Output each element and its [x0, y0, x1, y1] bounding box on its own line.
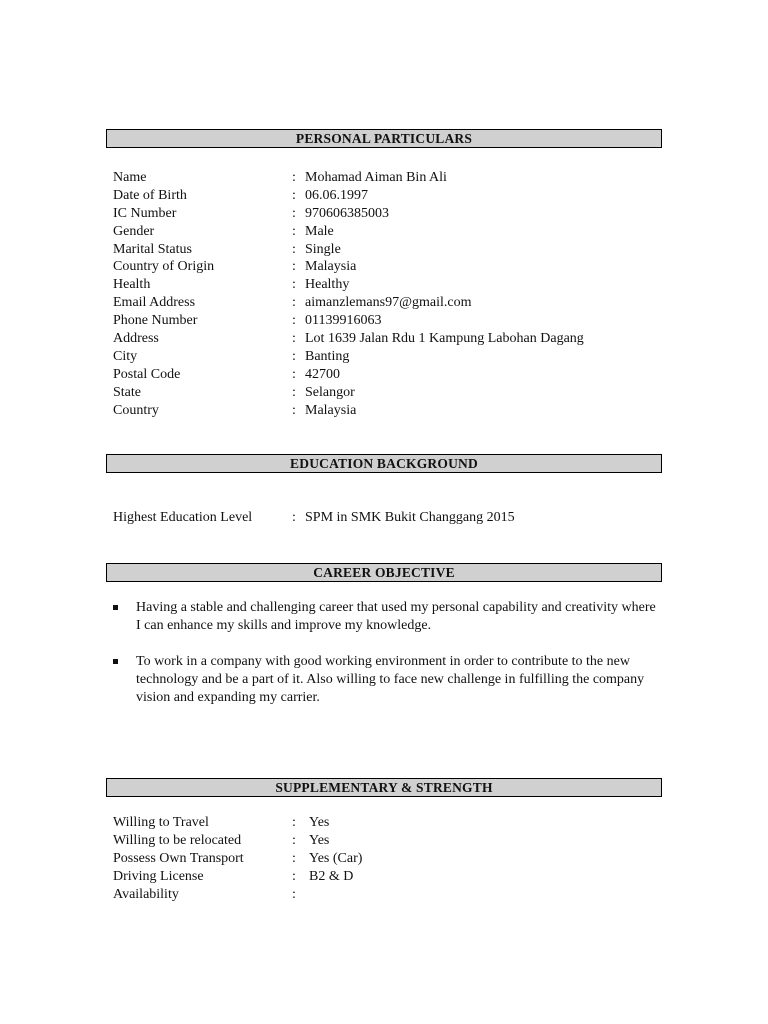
field-value: aimanzlemans97@gmail.com	[305, 295, 472, 311]
field-separator: :	[292, 170, 296, 185]
field-value: Yes (Car)	[309, 850, 363, 866]
field-label: Country of Origin	[113, 259, 215, 275]
field-label: Health	[113, 277, 151, 293]
field-label: Gender	[113, 223, 155, 239]
section-header-education-background: EDUCATION BACKGROUND	[106, 454, 662, 473]
field-label: Name	[113, 170, 147, 185]
field-value: B2 & D	[309, 868, 354, 884]
field-separator: :	[292, 815, 296, 830]
bullet-text: Having a stable and challenging career that used my personal capability and creativity where I can enhance my skills and improve my knowledge.	[136, 600, 656, 633]
field-separator: :	[292, 510, 296, 525]
field-label: IC Number	[113, 205, 177, 221]
field-value: Male	[305, 223, 334, 239]
field-separator: :	[292, 205, 296, 221]
field-value: Single	[305, 241, 341, 257]
square-bullet-icon	[113, 605, 118, 610]
field-label: Address	[113, 331, 159, 347]
field-value: Banting	[305, 348, 350, 364]
bullet-text: To work in a company with good working environment in order to contribute to the new technology and be a part of it. Also willing to face new challenge in fulfilling the company vision and expanding my carrier.	[136, 654, 645, 705]
list-item	[113, 653, 663, 707]
section-header-supplementary-strength: SUPPLEMENTARY & STRENGTH	[106, 778, 662, 797]
field-label: Willing to Travel	[113, 815, 209, 830]
field-value: Yes	[309, 832, 330, 848]
field-value: Selangor	[305, 384, 355, 400]
field-label: Postal Code	[113, 366, 181, 382]
field-label: Highest Education Level	[113, 510, 253, 525]
field-value: Healthy	[305, 277, 350, 293]
field-label: Marital Status	[113, 241, 192, 257]
field-value: 01139916063	[305, 313, 382, 329]
field-value: Yes	[309, 815, 330, 830]
field-value: Mohamad Aiman Bin Ali	[305, 170, 447, 185]
field-separator: :	[292, 832, 296, 848]
field-separator: :	[292, 295, 296, 311]
field-separator: :	[292, 223, 296, 239]
career-objective-list	[113, 599, 663, 707]
field-value: Malaysia	[305, 259, 357, 275]
field-separator: :	[292, 241, 296, 257]
field-label: Country	[113, 402, 159, 418]
field-separator: :	[292, 384, 296, 400]
field-label: Availability	[113, 886, 179, 902]
field-separator: :	[292, 313, 296, 329]
field-value: 06.06.1997	[305, 187, 368, 203]
field-separator: :	[292, 331, 296, 347]
field-label: City	[113, 348, 138, 364]
field-separator: :	[292, 259, 296, 275]
field-value: 42700	[305, 366, 340, 382]
field-value: SPM in SMK Bukit Changgang 2015	[305, 510, 515, 525]
field-label: Possess Own Transport	[113, 850, 244, 866]
section-header-personal-particulars: PERSONAL PARTICULARS	[106, 129, 662, 148]
field-label: Phone Number	[113, 313, 198, 329]
square-bullet-icon	[113, 659, 118, 664]
section-header-career-objective: CAREER OBJECTIVE	[106, 563, 662, 582]
field-value: Lot 1639 Jalan Rdu 1 Kampung Labohan Dagang	[305, 331, 584, 347]
field-value: 970606385003	[305, 205, 389, 221]
field-label: Email Address	[113, 295, 196, 311]
field-value: Malaysia	[305, 402, 357, 418]
field-separator: :	[292, 277, 296, 293]
field-separator: :	[292, 886, 296, 902]
field-label: State	[113, 384, 141, 400]
field-separator: :	[292, 187, 296, 203]
field-separator: :	[292, 366, 296, 382]
field-label: Date of Birth	[113, 187, 187, 203]
field-separator: :	[292, 868, 296, 884]
field-separator: :	[292, 402, 296, 418]
field-separator: :	[292, 850, 296, 866]
field-label: Driving License	[113, 868, 204, 884]
list-item	[113, 599, 663, 635]
field-separator: :	[292, 348, 296, 364]
field-label: Willing to be relocated	[113, 832, 242, 848]
